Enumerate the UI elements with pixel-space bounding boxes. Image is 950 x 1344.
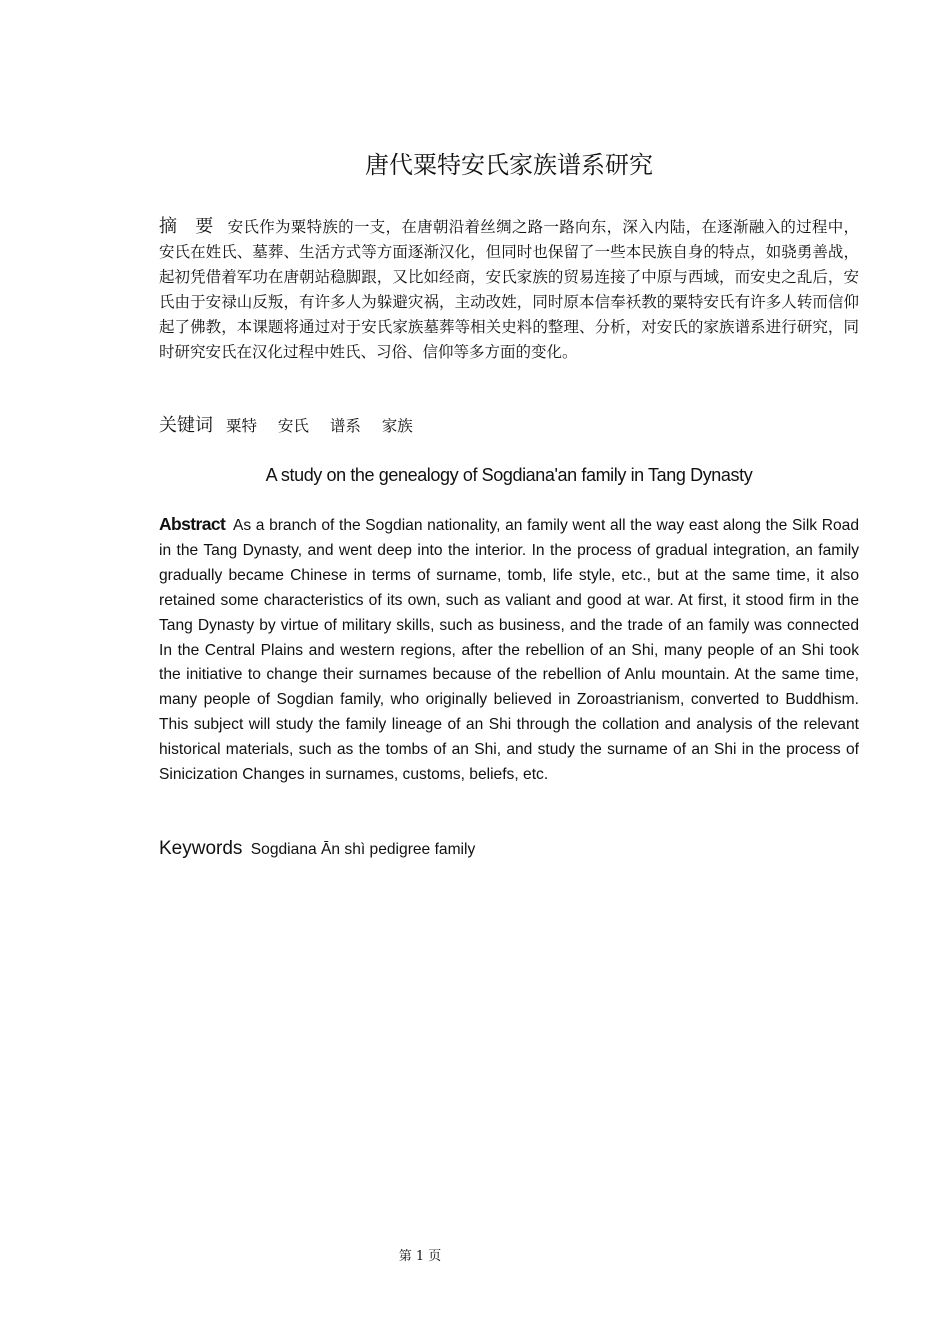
chinese-abstract-text: 安氏作为粟特族的一支，在唐朝沿着丝绸之路一路向东，深入内陆，在逐渐融入的过程中，安氏在姓氏、墓葬、生活方式等方面逐渐汉化，但同时也保留了一些本民族自身的特点，如骁勇善战，起初凭借着军功在唐朝站稳脚跟，又比如经商，安氏家族的贸易连接了中原与西域，而安史之乱后，安氏由于安禄山反叛，有许多人为躲避灾祸，主动改姓，同时原本信奉袄教的粟特安氏有许多人转而信仰起了佛教，本课题将通过对于安氏家族墓葬等相关史料的整理、分析，对安氏的家族谱系进行研究，同时研究安氏在汉化过程中姓氏、习俗、信仰等多方面的变化。 — [159, 218, 859, 361]
english-keywords — [159, 835, 475, 864]
chinese-abstract-label: 摘 要 — [159, 216, 220, 237]
chinese-keyword: 家族 — [381, 417, 413, 435]
page-number: 第 1 页 — [398, 1249, 442, 1264]
chinese-keyword: 安氏 — [277, 417, 309, 435]
chinese-keyword: 谱系 — [329, 417, 361, 435]
english-abstract-text: As a branch of the Sogdian nationality, an family went all the way east along the Silk Road in the Tang Dynasty, and went deep into the interior. In the process of gradual integration, an family gradually became Chinese in terms of surname, tomb, life style, etc., but at the same time, it also retained some characteristics of its own, such as valiant and good at war. At first, it stood firm in the Tang Dynasty by virtue of military skills, such as business, and the trade of an family was connected In the Central Plains and western regions, after the rebellion of an Shi, many people of an Shi took the initiative to change their surnames because of the rebellion of Anlu mountain. At the same time, many people of Sogdian family, who originally believed in Zoroastrianism, converted to Buddhism. This subject will study the family lineage of an Shi through the collation and analysis of the relevant historical materials, such as the tombs of an Shi, and study the surname of an Shi in the process of Sinicization Changes in surnames, customs, beliefs, etc. — [159, 517, 859, 784]
chinese-title: 唐代粟特安氏家族谱系研究 — [365, 151, 653, 179]
chinese-keywords-label: 关键词 — [159, 415, 213, 436]
english-keywords-text: Sogdiana Ān shì pedigree family — [250, 841, 476, 858]
english-abstract-label: Abstract — [159, 514, 226, 534]
english-title: A study on the genealogy of Sogdiana'an family in Tang Dynasty — [265, 465, 753, 485]
chinese-keywords — [159, 412, 429, 440]
english-keywords-label: Keywords — [159, 838, 243, 859]
chinese-keyword: 粟特 — [225, 417, 257, 435]
chinese-abstract — [159, 214, 859, 365]
english-abstract — [159, 512, 859, 788]
